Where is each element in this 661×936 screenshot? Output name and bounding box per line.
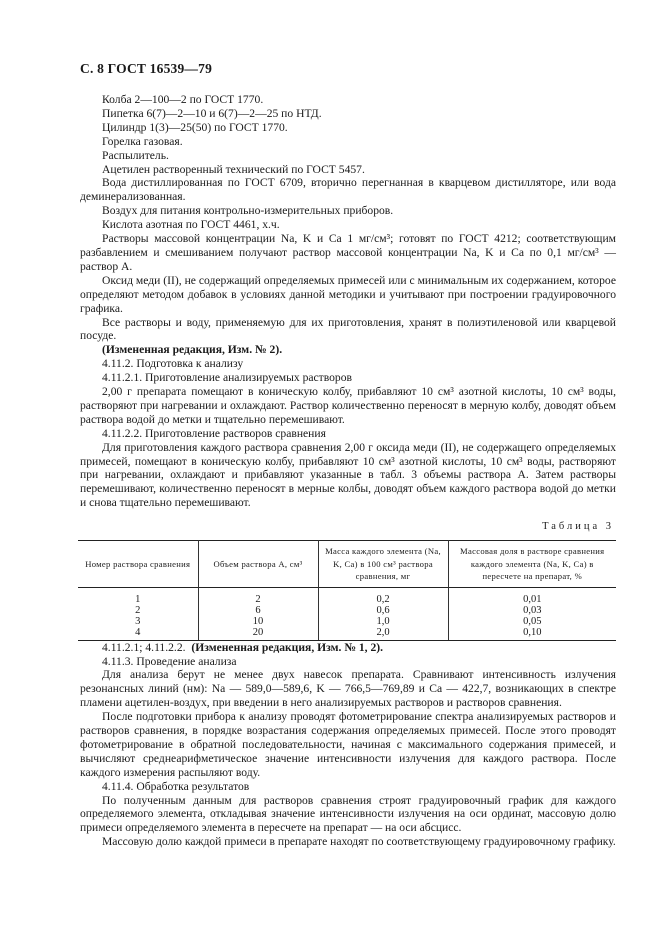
paragraph: Оксид меди (II), не содержащий определяемых примесей или с минимальным их содержанием, которое определяют методом добавок в условиях данной методики и учитывают при построении градуировочного графика. <box>80 273 616 315</box>
paragraph: Все растворы и воду, применяемую для их приготовления, хранят в полиэтиленовой или кварцевой посуде. <box>80 315 616 343</box>
table-cell: 0,03 <box>448 605 616 616</box>
table-cell: 2,0 <box>318 627 448 641</box>
paragraph: По полученным данным для растворов сравнения строят градуировочный график для каждого определяемого элемента, откладывая значение интенсивности излучения на оси ординат, массовую долю примеси определяемого элемента в пересчете на препарат — на оси абсцисс. <box>80 793 616 835</box>
paragraph: 2,00 г препарата помещают в коническую колбу, прибавляют 10 см³ азотной кислоты, 10 см³ воды, растворяют при нагревании и охлаждают. Раствор количественно переносят в мерную колбу, доводят объем раствора водой до метки и тщательно перемешивают. <box>80 385 616 426</box>
section-heading: 4.11.4. Обработка результатов <box>102 779 250 793</box>
table-row <box>78 605 616 616</box>
table-row <box>78 616 616 627</box>
section-heading: 4.11.2. Подготовка к анализу <box>102 357 244 371</box>
text-line: Колба 2—100—2 по ГОСТ 1770. <box>102 93 264 106</box>
revision-note: (Измененная редакция, Изм. № 1, 2). <box>191 640 384 654</box>
paragraph: Массовую долю каждой примеси в препарате находят по соответствующему градуировочному графику. <box>102 835 616 849</box>
table-header-cell: Объем раствора А, см³ <box>198 541 318 588</box>
table-header-cell: Номер раствора сравнения <box>85 558 191 569</box>
revision-note: (Измененная редакция, Изм. № 2). <box>102 343 283 357</box>
paragraph: Для анализа берут не менее двух навесок препарата. Сравнивают интенсивность излучения резонансных линий (нм): Na — 589,0—589,6, K — 766,5—769,89 и Ca — 422,7, возникающих в спектре пламени ацетилен-воздух, при введении в него анализируемых растворов и растворов сравнения. <box>80 668 616 710</box>
table-caption: Таблица 3 <box>542 521 614 533</box>
text-line: Горелка газовая. <box>102 134 183 148</box>
text-line: Ацетилен растворенный технический по ГОСТ 5457. <box>102 162 365 176</box>
page-header: С. 8 ГОСТ 16539—79 <box>80 61 213 76</box>
text-line: Цилиндр 1(3)—25(50) по ГОСТ 1770. <box>102 120 288 134</box>
section-heading: 4.11.2.1. Приготовление анализируемых растворов <box>102 371 352 385</box>
text-line: Распылитель. <box>102 148 169 162</box>
paragraph: Для приготовления каждого раствора сравнения 2,00 г оксида меди (II), не содержащего определяемых примесей, помещают в коническую колбу, прибавляют 10 см³ азотной кислоты, 10 см³ воды, растворяют при нагревании, охлаждают и прибавляют указанные в табл. 3 объемы раствора А. Затем растворы перемешивают, количественно переносят в мерные колбы, доводят объем каждого раствора водой до метки и снова тщательно перемешивают. <box>80 440 616 510</box>
table-header-cell: Масса каждого элемента (Na, K, Ca) в 100 см³ раствора сравнения, мг <box>318 541 448 588</box>
revision-reference <box>80 641 616 655</box>
table-cell: 6 <box>198 605 318 616</box>
table-cell: 0,01 <box>448 587 616 605</box>
table-cell: 0,10 <box>448 627 616 641</box>
text-line: Пипетка 6(7)—2—10 и 6(7)—2—25 по НТД. <box>102 106 322 120</box>
table-header-row <box>78 541 616 588</box>
table-row <box>78 587 616 605</box>
section-heading: 4.11.3. Проведение анализа <box>102 654 237 668</box>
section-heading: 4.11.2.2. Приготовление растворов сравнения <box>102 426 326 440</box>
document-body <box>80 93 616 849</box>
text-line: Воздух для питания контрольно-измерительных приборов. <box>102 204 394 218</box>
table-cell: 0,05 <box>448 616 616 627</box>
table-cell: 3 <box>135 615 141 627</box>
clause-list: 4.11.2.1; 4.11.2.2. <box>102 640 186 654</box>
paragraph: После подготовки прибора к анализу проводят фотометрирование спектра анализируемых растворов и растворов сравнения, в порядке возрастания содержания определяемых примесей. После этого проводят фотометрирование в обратной последовательности, начиная с максимального содержания примесей, и вычисляют среднеарифметическое значение интенсивности излучения для каждого раствора. После каждого измерения распыляют воду. <box>80 710 616 779</box>
paragraph: Растворы массовой концентрации Na, K и Ca 1 мг/см³; готовят по ГОСТ 4212; соответствующим разбавлением и смешиванием получают раствор массовой концентрации Na, K и Ca по 0,1 мг/см³ — раствор А. <box>80 232 616 273</box>
table-cell: 2 <box>135 604 141 616</box>
paragraph: Вода дистиллированная по ГОСТ 6709, вторично перегнанная в кварцевом дистилляторе, или вода деминерализованная. <box>80 176 616 204</box>
table-cell: 2 <box>198 587 318 605</box>
data-table <box>78 540 616 641</box>
table-cell: 0,2 <box>318 587 448 605</box>
table-cell: 1,0 <box>318 616 448 627</box>
table-cell: 1 <box>135 593 141 605</box>
table-cell: 0,6 <box>318 605 448 616</box>
table-row <box>78 627 616 641</box>
table-cell: 4 <box>78 627 198 641</box>
table-cell: 10 <box>198 616 318 627</box>
table-cell: 20 <box>198 627 318 641</box>
text-line: Кислота азотная по ГОСТ 4461, х.ч. <box>102 218 280 232</box>
table-header-cell: Массовая доля в растворе сравнения каждого элемента (Na, K, Ca) в пересчете на препарат, % <box>448 541 616 588</box>
